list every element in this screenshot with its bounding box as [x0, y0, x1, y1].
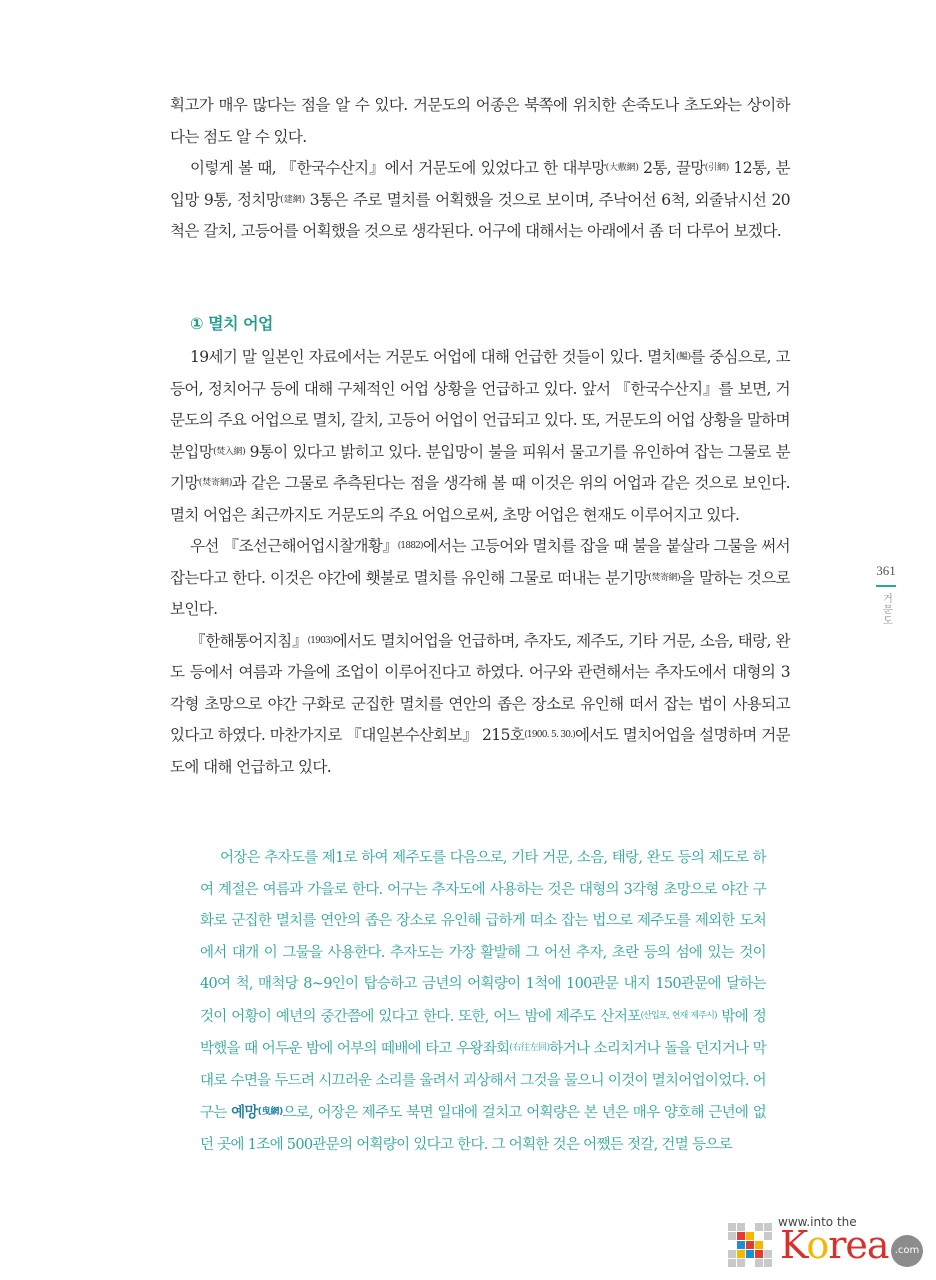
hanja-note: (鰮)	[675, 352, 691, 362]
section-heading: ① 멸치 어업	[190, 314, 274, 333]
hanja-note: (焚寄網)	[648, 572, 680, 583]
paragraph: 획고가 매우 많다는 점을 알 수 있다. 거문도의 어종은 북쪽에 위치한 손죽도나 초도와는 상이하다는 점도 알 수 있다.	[170, 96, 790, 146]
publisher-logo	[728, 1215, 924, 1273]
paragraph: 이렇게 볼 때, 『한국수산지』에서 거문도에 있었다고 한 대부망(大敷網) 2통, 끌망(引網) 12통, 분입망 9통, 정치망(建網) 3통은 주로 멸치를 어획했을 것으로 보이며, 주낙어선 6척, 외줄낚시선 20척은 갈치, 고등어를 어획했을 것으로 생각된다. 어구에 대해서는 아래에서 좀 더 다루어 보겠다.	[170, 159, 791, 240]
logo-tagline: www.into the	[778, 1215, 857, 1229]
paragraph: 19세기 말 일본인 자료에서는 거문도 어업에 대해 언급한 것들이 있다. 멸치(鰮)를 중심으로, 고등어, 정치어구 등에 대해 구체적인 어업 상황을 언급하고 있다. 앞서 『한국수산지』를 보면, 거문도의 주요 어업으로 멸치, 갈치, 고등어 어업이 언급되고 있다. 또, 거문도의 어업 상황을 말하며 분입망(焚入網) 9통이 있다고 밝히고 있다. 분입망이 불을 피워서 물고기를 유인하여 잡는 그물로 분기망(焚寄網)과 같은 그물로 추측된다는 점을 생각해 볼 때 이것은 위의 어업과 같은 것으로 보인다. 멸치 어업은 최근까지도 거문도의 주요 어업으로써, 초망 어업은 현재도 이루어지고 있다.	[170, 348, 790, 524]
hanja-note: (焚寄網)	[198, 478, 232, 488]
quote-paragraph: 어장은 추자도를 제1로 하여 제주도를 다음으로, 기타 거문, 소음, 태랑, 완도 등의 제도로 하여 계절은 여름과 가을로 한다. 어구는 추자도에 사용하는 것은 대형의 3각형 초망으로 야간 구화로 군집한 멸치를 연안의 좁은 장소로 유인해 급하게 떠소 잡는 법으로 제주도를 제외한 도처에서 대개 이 그물을 사용한다. 추자도는 가장 활발해 그 어선 추자, 초란 등의 섬에 있는 것이 40여 척, 매척당 8~9인이 탑승하고 금년의 어획량이 1척에 100관문 내지 150관문에 달하는 것이 어황이 예년의 중간쯤에 있다고 한다. 또한, 어느 밤에 제주도 산저포$^{(산입포, 현재 제주시)}$ 밖에 정박했을 때 어두운 밤에 어부의 떼배에 타고 우왕좌회$^{(右往左回)}$하거나 소리치거나 돌을 던지거나 막대로 수면을 두드려 시끄러운 소리를 울려서 괴상해서 그것을 물으니 이것이 멸치어업이었다. 어구는 예망$^{(曳網)}$으로, 어장은 제주도 북면 일대에 걸치고 어획량은 본 년은 매우 양호해 근년에 없던 곳에 1조에 500관문의 어획량이 있다고 한다. 그 어획한 것은 어쨌든 젓갈, 건멸 등으로	[200, 850, 767, 1153]
year-note: (1882)	[397, 541, 423, 551]
hanja-note: (引網)	[704, 163, 729, 173]
logo-wordmark: Korea	[780, 1223, 889, 1267]
quoted-passage	[200, 843, 766, 1161]
paragraph-block-main	[170, 342, 790, 783]
page-number: 361	[876, 563, 896, 578]
date-note: (1900. 5. 30.)	[524, 730, 575, 740]
logo-mark-icon	[728, 1223, 772, 1267]
divider	[876, 585, 896, 587]
hanja-note: (右往左回)	[509, 1043, 550, 1053]
chapter-label: 거문도	[880, 593, 892, 626]
emphasized-term: 예망	[231, 1105, 258, 1121]
hanja-note: (建網)	[280, 194, 305, 205]
paragraph-block-top	[170, 90, 790, 248]
place-note: (산입포, 현재 제주시)	[640, 1010, 717, 1021]
side-page-marker	[873, 563, 899, 626]
hanja-note: (曳網)	[257, 1107, 283, 1117]
paragraph: 『한해통어지침』(1903)에서도 멸치어업을 언급하며, 추자도, 제주도, 기타 거문, 소음, 태랑, 완도 등에서 여름과 가을에 조업이 이루어진다고 하였다. 어구와 관련해서는 추자도에서 대형의 3각형 초망으로 야간 구화로 군집한 멸치를 연안의 좁은 장소로 유인해 떠서 잡는 법이 사용되고 있다고 하였다. 마찬가지로 『대일본수산회보』 215호(1900. 5. 30.)에서도 멸치어업을 설명하며 거문도에 대해 언급하고 있다.	[170, 631, 791, 776]
hanja-note: (大敷網)	[605, 163, 639, 173]
logo-domain-badge: .com	[891, 1235, 923, 1267]
paragraph: 우선 『조선근해어업시찰개황』(1882)에서는 고등어와 멸치를 잡을 때 불을 붙살라 그물을 써서 잡는다고 한다. 이것은 야간에 횃불로 멸치를 유인해 그물로 떠내는 분기망(焚寄網)을 말하는 것으로 보인다.	[170, 537, 790, 618]
year-note: (1903)	[307, 635, 333, 646]
hanja-note: (焚入網)	[213, 446, 245, 457]
